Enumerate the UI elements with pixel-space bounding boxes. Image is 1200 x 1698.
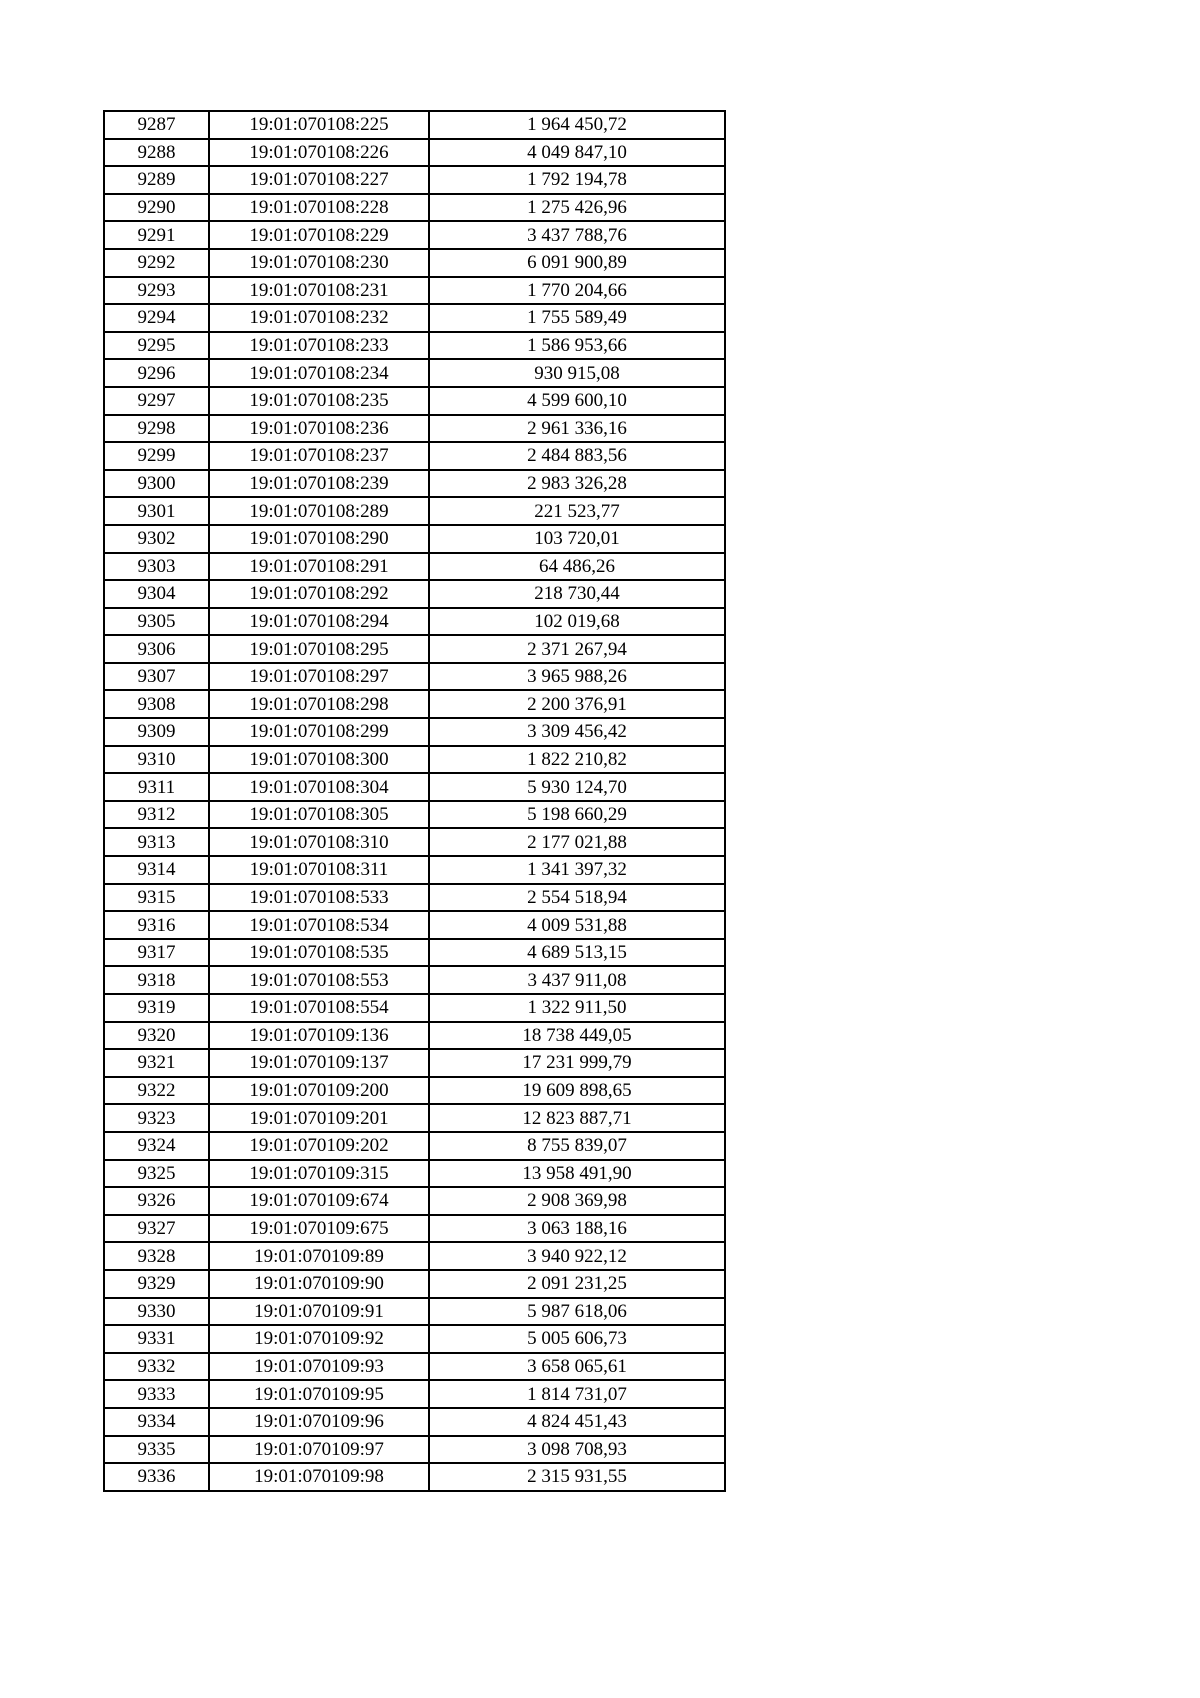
cadastral-value-cell: 1 755 589,49 [429, 304, 725, 332]
cadastral-number-cell: 19:01:070108:535 [209, 939, 429, 967]
cadastral-number-cell: 19:01:070108:230 [209, 249, 429, 277]
table-row [104, 801, 725, 829]
table-row [104, 139, 725, 167]
cadastral-number-cell: 19:01:070109:136 [209, 1022, 429, 1050]
table-row [104, 1215, 725, 1243]
row-number-cell: 9291 [104, 221, 209, 249]
table-row [104, 746, 725, 774]
row-number-cell: 9295 [104, 332, 209, 360]
cadastral-value-cell: 2 961 336,16 [429, 415, 725, 443]
cadastral-number-cell: 19:01:070108:295 [209, 635, 429, 663]
table-row [104, 635, 725, 663]
row-number-cell: 9328 [104, 1242, 209, 1270]
table-row [104, 249, 725, 277]
row-number-cell: 9299 [104, 442, 209, 470]
row-number-cell: 9306 [104, 635, 209, 663]
cadastral-number-cell: 19:01:070108:289 [209, 497, 429, 525]
row-number-cell: 9292 [104, 249, 209, 277]
table-row [104, 690, 725, 718]
cadastral-number-cell: 19:01:070109:96 [209, 1408, 429, 1436]
table-row [104, 166, 725, 194]
cadastral-number-cell: 19:01:070109:202 [209, 1132, 429, 1160]
cadastral-value-cell: 1 964 450,72 [429, 111, 725, 139]
row-number-cell: 9307 [104, 663, 209, 691]
cadastral-number-cell: 19:01:070108:553 [209, 966, 429, 994]
table-row [104, 1436, 725, 1464]
row-number-cell: 9332 [104, 1353, 209, 1381]
row-number-cell: 9303 [104, 553, 209, 581]
table-row [104, 1298, 725, 1326]
row-number-cell: 9298 [104, 415, 209, 443]
cadastral-value-cell: 12 823 887,71 [429, 1104, 725, 1132]
cadastral-value-cell: 1 770 204,66 [429, 277, 725, 305]
cadastral-number-cell: 19:01:070109:315 [209, 1160, 429, 1188]
row-number-cell: 9334 [104, 1408, 209, 1436]
cadastral-value-cell: 18 738 449,05 [429, 1022, 725, 1050]
cadastral-number-cell: 19:01:070108:534 [209, 911, 429, 939]
cadastral-number-cell: 19:01:070108:294 [209, 608, 429, 636]
row-number-cell: 9309 [104, 718, 209, 746]
table-row [104, 828, 725, 856]
row-number-cell: 9289 [104, 166, 209, 194]
cadastral-number-cell: 19:01:070109:89 [209, 1242, 429, 1270]
cadastral-value-cell: 4 049 847,10 [429, 139, 725, 167]
cadastral-value-cell: 1 586 953,66 [429, 332, 725, 360]
table-row [104, 994, 725, 1022]
row-number-cell: 9331 [104, 1325, 209, 1353]
cadastral-number-cell: 19:01:070109:674 [209, 1187, 429, 1215]
table-row [104, 277, 725, 305]
table-row [104, 1187, 725, 1215]
table-row [104, 1132, 725, 1160]
row-number-cell: 9329 [104, 1270, 209, 1298]
row-number-cell: 9308 [104, 690, 209, 718]
cadastral-number-cell: 19:01:070108:227 [209, 166, 429, 194]
table-row [104, 1077, 725, 1105]
row-number-cell: 9335 [104, 1436, 209, 1464]
table-row [104, 111, 725, 139]
cadastral-number-cell: 19:01:070109:92 [209, 1325, 429, 1353]
cadastral-value-cell: 2 484 883,56 [429, 442, 725, 470]
cadastral-value-cell: 1 822 210,82 [429, 746, 725, 774]
table-row [104, 1270, 725, 1298]
row-number-cell: 9326 [104, 1187, 209, 1215]
cadastral-number-cell: 19:01:070109:97 [209, 1436, 429, 1464]
table-row [104, 608, 725, 636]
cadastral-value-cell: 3 940 922,12 [429, 1242, 725, 1270]
cadastral-number-cell: 19:01:070108:236 [209, 415, 429, 443]
cadastral-value-cell: 930 915,08 [429, 359, 725, 387]
cadastral-value-cell: 3 063 188,16 [429, 1215, 725, 1243]
cadastral-value-cell: 19 609 898,65 [429, 1077, 725, 1105]
cadastral-number-cell: 19:01:070108:237 [209, 442, 429, 470]
cadastral-number-cell: 19:01:070109:137 [209, 1049, 429, 1077]
table-row [104, 1160, 725, 1188]
row-number-cell: 9320 [104, 1022, 209, 1050]
row-number-cell: 9333 [104, 1380, 209, 1408]
cadastral-number-cell: 19:01:070108:297 [209, 663, 429, 691]
cadastral-number-cell: 19:01:070108:298 [209, 690, 429, 718]
row-number-cell: 9316 [104, 911, 209, 939]
cadastral-number-cell: 19:01:070109:675 [209, 1215, 429, 1243]
table-row [104, 221, 725, 249]
cadastral-value-cell: 2 177 021,88 [429, 828, 725, 856]
row-number-cell: 9315 [104, 884, 209, 912]
cadastral-number-cell: 19:01:070108:304 [209, 773, 429, 801]
cadastral-number-cell: 19:01:070108:533 [209, 884, 429, 912]
cadastral-number-cell: 19:01:070108:228 [209, 194, 429, 222]
table-row [104, 525, 725, 553]
row-number-cell: 9301 [104, 497, 209, 525]
cadastral-value-cell: 3 965 988,26 [429, 663, 725, 691]
cadastral-value-cell: 1 341 397,32 [429, 856, 725, 884]
row-number-cell: 9336 [104, 1463, 209, 1491]
cadastral-value-cell: 103 720,01 [429, 525, 725, 553]
cadastral-value-cell: 2 371 267,94 [429, 635, 725, 663]
cadastral-value-cell: 3 098 708,93 [429, 1436, 725, 1464]
cadastral-number-cell: 19:01:070108:554 [209, 994, 429, 1022]
row-number-cell: 9302 [104, 525, 209, 553]
table-row [104, 470, 725, 498]
row-number-cell: 9319 [104, 994, 209, 1022]
cadastral-value-cell: 1 322 911,50 [429, 994, 725, 1022]
row-number-cell: 9325 [104, 1160, 209, 1188]
table-row [104, 497, 725, 525]
table-row [104, 1353, 725, 1381]
cadastral-value-cell: 3 309 456,42 [429, 718, 725, 746]
cadastral-value-cell: 5 005 606,73 [429, 1325, 725, 1353]
row-number-cell: 9290 [104, 194, 209, 222]
row-number-cell: 9318 [104, 966, 209, 994]
table-row [104, 966, 725, 994]
cadastral-number-cell: 19:01:070108:299 [209, 718, 429, 746]
cadastral-value-cell: 2 091 231,25 [429, 1270, 725, 1298]
cadastral-value-cell: 4 009 531,88 [429, 911, 725, 939]
table-row [104, 773, 725, 801]
table-row [104, 1463, 725, 1491]
cadastral-value-cell: 5 987 618,06 [429, 1298, 725, 1326]
table-row [104, 884, 725, 912]
row-number-cell: 9323 [104, 1104, 209, 1132]
cadastral-number-cell: 19:01:070108:233 [209, 332, 429, 360]
table-row [104, 553, 725, 581]
table-row [104, 359, 725, 387]
table-row [104, 580, 725, 608]
cadastral-number-cell: 19:01:070108:292 [209, 580, 429, 608]
row-number-cell: 9288 [104, 139, 209, 167]
cadastral-value-cell: 1 814 731,07 [429, 1380, 725, 1408]
cadastral-number-cell: 19:01:070108:235 [209, 387, 429, 415]
row-number-cell: 9304 [104, 580, 209, 608]
cadastral-value-cell: 17 231 999,79 [429, 1049, 725, 1077]
cadastral-value-cell: 5 930 124,70 [429, 773, 725, 801]
table-row [104, 1242, 725, 1270]
row-number-cell: 9294 [104, 304, 209, 332]
cadastral-value-cell: 1 792 194,78 [429, 166, 725, 194]
cadastral-number-cell: 19:01:070109:90 [209, 1270, 429, 1298]
table-row [104, 1325, 725, 1353]
cadastral-number-cell: 19:01:070108:234 [209, 359, 429, 387]
cadastral-number-cell: 19:01:070109:201 [209, 1104, 429, 1132]
cadastral-value-cell: 221 523,77 [429, 497, 725, 525]
cadastral-number-cell: 19:01:070108:231 [209, 277, 429, 305]
table-row [104, 1049, 725, 1077]
row-number-cell: 9312 [104, 801, 209, 829]
cadastral-number-cell: 19:01:070108:311 [209, 856, 429, 884]
cadastral-number-cell: 19:01:070108:239 [209, 470, 429, 498]
row-number-cell: 9310 [104, 746, 209, 774]
cadastral-value-cell: 8 755 839,07 [429, 1132, 725, 1160]
row-number-cell: 9305 [104, 608, 209, 636]
table-row [104, 1022, 725, 1050]
cadastral-value-cell: 4 689 513,15 [429, 939, 725, 967]
cadastral-value-cell: 2 315 931,55 [429, 1463, 725, 1491]
row-number-cell: 9297 [104, 387, 209, 415]
cadastral-number-cell: 19:01:070108:305 [209, 801, 429, 829]
row-number-cell: 9327 [104, 1215, 209, 1243]
row-number-cell: 9296 [104, 359, 209, 387]
row-number-cell: 9322 [104, 1077, 209, 1105]
table-row [104, 387, 725, 415]
cadastral-value-cell: 2 200 376,91 [429, 690, 725, 718]
table-row [104, 856, 725, 884]
table-row [104, 332, 725, 360]
row-number-cell: 9300 [104, 470, 209, 498]
row-number-cell: 9311 [104, 773, 209, 801]
cadastral-value-cell: 13 958 491,90 [429, 1160, 725, 1188]
table-row [104, 939, 725, 967]
row-number-cell: 9317 [104, 939, 209, 967]
row-number-cell: 9313 [104, 828, 209, 856]
table-row [104, 415, 725, 443]
table-row [104, 1408, 725, 1436]
cadastral-number-cell: 19:01:070108:232 [209, 304, 429, 332]
row-number-cell: 9293 [104, 277, 209, 305]
cadastral-value-cell: 64 486,26 [429, 553, 725, 581]
cadastral-value-cell: 3 437 788,76 [429, 221, 725, 249]
row-number-cell: 9324 [104, 1132, 209, 1160]
row-number-cell: 9287 [104, 111, 209, 139]
table-row [104, 718, 725, 746]
cadastral-number-cell: 19:01:070108:300 [209, 746, 429, 774]
cadastral-number-cell: 19:01:070108:291 [209, 553, 429, 581]
table-row [104, 911, 725, 939]
table-row [104, 1380, 725, 1408]
cadastral-number-cell: 19:01:070108:225 [209, 111, 429, 139]
table-row [104, 194, 725, 222]
cadastral-value-cell: 102 019,68 [429, 608, 725, 636]
cadastral-value-cell: 2 983 326,28 [429, 470, 725, 498]
table-body [104, 111, 725, 1491]
cadastral-value-cell: 5 198 660,29 [429, 801, 725, 829]
table-row [104, 1104, 725, 1132]
cadastral-number-cell: 19:01:070109:93 [209, 1353, 429, 1381]
cadastral-value-cell: 4 599 600,10 [429, 387, 725, 415]
cadastral-number-cell: 19:01:070108:226 [209, 139, 429, 167]
cadastral-value-cell: 4 824 451,43 [429, 1408, 725, 1436]
cadastral-value-cell: 2 554 518,94 [429, 884, 725, 912]
cadastral-value-cell: 3 658 065,61 [429, 1353, 725, 1381]
cadastral-value-cell: 6 091 900,89 [429, 249, 725, 277]
cadastral-number-cell: 19:01:070109:91 [209, 1298, 429, 1326]
cadastral-value-cell: 3 437 911,08 [429, 966, 725, 994]
cadastral-number-cell: 19:01:070108:290 [209, 525, 429, 553]
cadastral-value-cell: 2 908 369,98 [429, 1187, 725, 1215]
table-row [104, 304, 725, 332]
row-number-cell: 9314 [104, 856, 209, 884]
cadastral-value-table [103, 110, 726, 1492]
table-row [104, 663, 725, 691]
cadastral-value-cell: 1 275 426,96 [429, 194, 725, 222]
cadastral-number-cell: 19:01:070109:98 [209, 1463, 429, 1491]
row-number-cell: 9330 [104, 1298, 209, 1326]
table-row [104, 442, 725, 470]
cadastral-value-cell: 218 730,44 [429, 580, 725, 608]
cadastral-number-cell: 19:01:070108:310 [209, 828, 429, 856]
cadastral-number-cell: 19:01:070108:229 [209, 221, 429, 249]
cadastral-number-cell: 19:01:070109:95 [209, 1380, 429, 1408]
row-number-cell: 9321 [104, 1049, 209, 1077]
cadastral-number-cell: 19:01:070109:200 [209, 1077, 429, 1105]
